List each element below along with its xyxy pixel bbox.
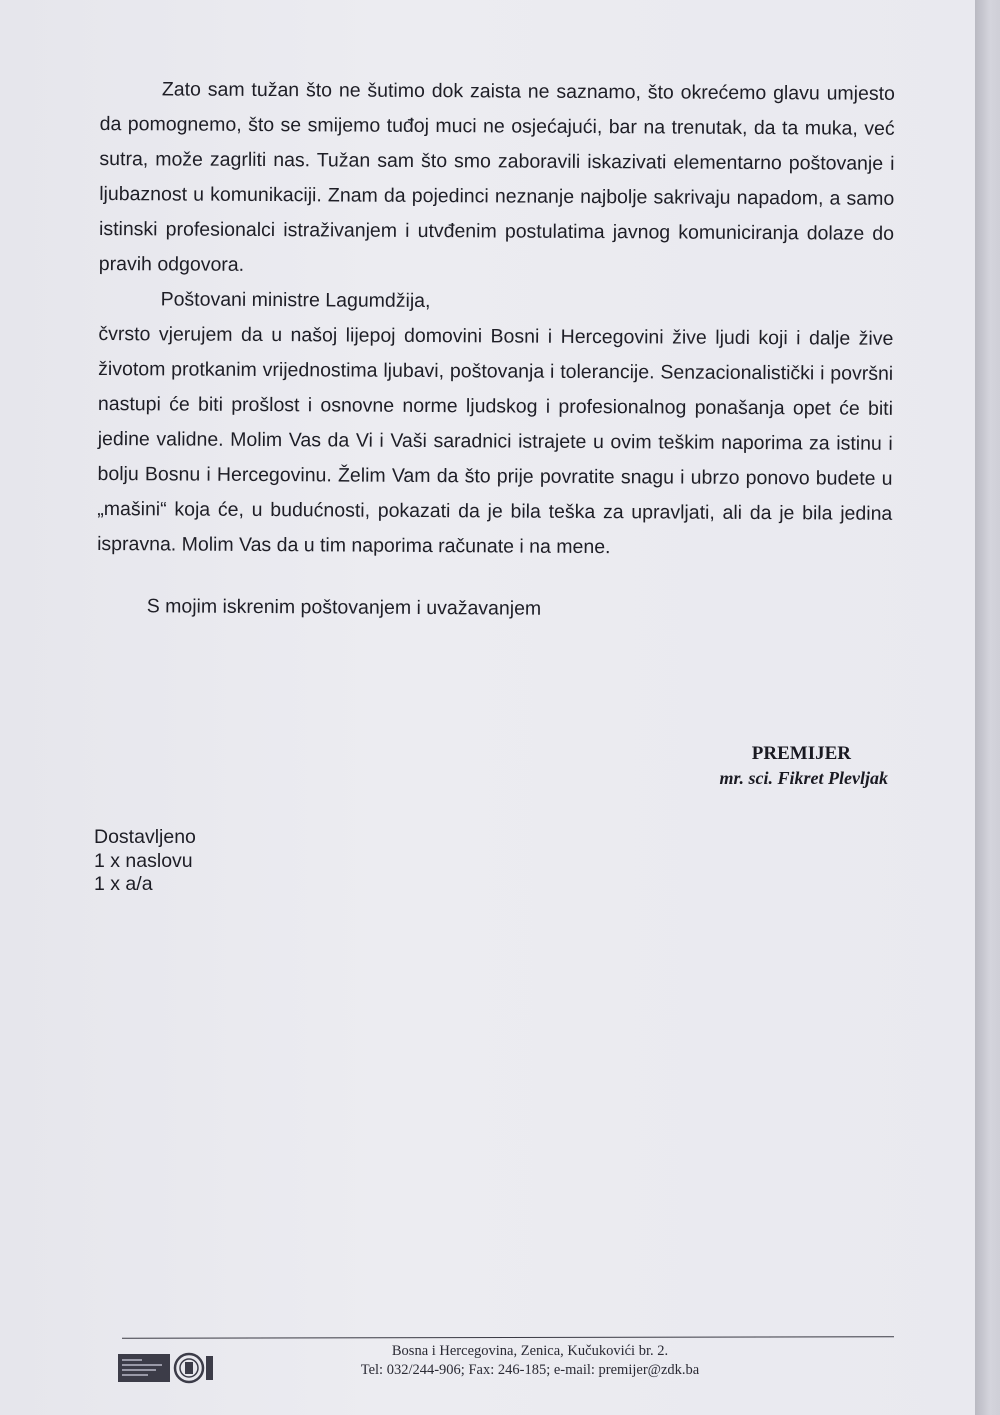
salutation: Poštovani ministre Lagumdžija, [160, 288, 431, 313]
delivery-item: 1 x naslovu [94, 849, 193, 872]
letter-body [97, 72, 895, 629]
footer-phone-email: Tel: 032/244-906; Fax: 246-185; e-mail: premijer@zdk.ba [360, 1362, 700, 1378]
delivery-list [94, 826, 196, 897]
paragraph-2: čvrsto vjerujem da u našoj lijepoj domovini Bosni i Hercegovini žive ljudi koji i dalje žive životom protkanim vrijednostima ljubavi, poštovanja i tolerancije. Senzacionalistički i površni nastupi će biti prošlost i osnovne norme ljudskog i profesionalnog ponašanja opet će biti jedine validne. Molim Vas da Vi i Vaši saradnici istrajete u ovim teškim naporima za istinu i bolju Bosnu i Hercegovinu. Želim Vam da što prije povratite snagu i ubrzo ponovo budete u „mašini“ koja će, u budućnosti, pokazati da je bila teška za upravljati, ali da je bila jedina ispravna. Molim Vas da u tim naporima računate i na mene. [97, 322, 894, 559]
footer-contact [250, 1342, 810, 1380]
delivery-item: 1 x a/a [94, 873, 153, 895]
signature-block [600, 742, 888, 790]
paragraph-1: Zato sam tužan što ne šutimo dok zaista ne saznamo, što okrećemo glavu umjesto da pomognemo, što se smijemo tuđoj muci ne osjećajući, bar na trenutak, da ta muka, već sutra, može zagrliti nas. Tužan sam što smo zaboravili iskazivati elementarno poštovanje i ljubaznost u komunikaciji. Znam da pojedinci neznanje najbolje sakrivaju napadom, a samo istinski profesionalci istraživanjem i utvđenim postulatima javnog komuniciranja dolaze do pravih odgovora. [98, 78, 895, 276]
signature-name: mr. sci. Fikret Plevljak [719, 768, 888, 788]
signature-title: PREMIJER [751, 743, 851, 764]
footer-address: Bosna i Hercegovina, Zenica, Kučukovići br. 2. [391, 1343, 669, 1359]
closing-line: S mojim iskrenim poštovanjem i uvažavanjem [146, 595, 542, 620]
certification-seal-icon [118, 1350, 214, 1386]
footer-divider [122, 1336, 894, 1339]
page-edge [975, 0, 1000, 1415]
delivery-label: Dostavljeno [94, 826, 196, 848]
